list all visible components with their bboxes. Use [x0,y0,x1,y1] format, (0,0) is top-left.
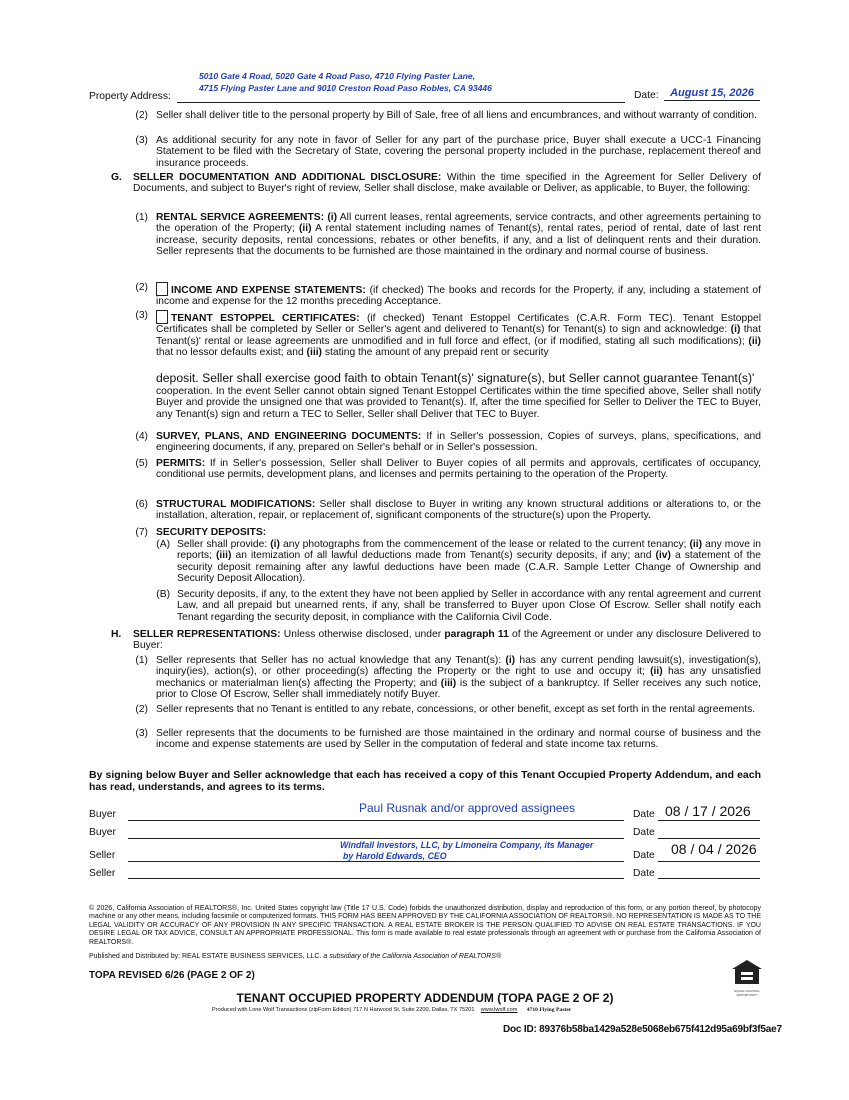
sig3-date-label: Date [633,850,655,861]
g6-body: Seller shall disclose to Buyer in writing any known structural additions or alterations to, or the installation, alteration, repair, or replacement of, significant components of the structure(s) upon the Property. [156,499,761,522]
sig2-date-field[interactable] [658,822,760,839]
sig2-role: Buyer [89,827,116,838]
form-title: TENANT OCCUPIED PROPERTY ADDENDUM (TOPA PAGE 2 OF 2) [236,991,614,1005]
g-intro [133,172,761,195]
g7a-mark-iii: (iii) [211,550,232,562]
h1-mark-ii: (ii) [644,666,663,678]
h1-mark-i: (i) [501,655,516,666]
sig3-date: 08 / 04 / 2026 [671,841,757,857]
h2-num: (2) [135,704,148,715]
h-letter: H. [111,629,122,640]
published-subsidiary: a subsidiary of the California Association of REALTORS® [321,953,502,960]
h-intro-a: Unless otherwise disclosed, under [280,629,442,640]
g1-mark-ii: (ii) [294,223,312,235]
g7-num: (7) [135,527,148,538]
g3-mark-ii: (ii) [744,335,761,347]
sig3-role: Seller [89,850,116,861]
sig3-name: Windfall Investors, LLC, by Limoneira Company, its Manager [340,840,594,850]
g2-body: (if checked) The books and records for the Property, if any, including a statement of income and expense for the 12 months preceding Acceptance. [156,285,761,308]
f-item2-num: (2) [135,110,148,121]
produced-with [212,1007,571,1013]
g7a-text-c: any move in reports; [177,539,761,562]
sig3-name-line2: by Harold Edwards, CEO [343,851,447,861]
g6-title: STRUCTURAL MODIFICATIONS: [156,499,316,510]
produced-text: Produced with Lone Wolf Transactions (zipForm Edition) 717 N Harwood St, Suite 2200, Dallas, TX 75201 [212,1007,475,1013]
sig1-date-label: Date [633,809,655,820]
g5-text [156,458,761,481]
sig2-date-label: Date [633,827,655,838]
g7a-mark-iv: (iv) [651,550,671,562]
g2-num: (2) [135,282,148,293]
g4-title: SURVEY, PLANS, AND ENGINEERING DOCUMENTS: [156,431,422,442]
g1-text-a: All current leases, rental agreements, service contracts, and other agreements pertaining to the operation of the Property; [156,212,761,235]
h-paragraph-ref: paragraph 11 [441,629,509,640]
h2-text: Seller represents that no Tenant is entitled to any rebate, concessions, or other benefit, except as set forth in the rental agreements. [156,704,756,715]
g3-mark-iii: (iii) [303,347,322,359]
form-revision: TOPA REVISED 6/26 (PAGE 2 OF 2) [89,970,255,981]
h-intro-b: of the Agreement or under any disclosure Delivered to Buyer: [133,629,762,652]
g3-mark-i: (i) [727,324,741,336]
g7a-text-d: an itemization of all lawful deductions made from Tenant(s) security deposits, if any; and [231,550,652,562]
g7a-text-a: Seller shall provide: [177,539,268,550]
sig2-line[interactable] [128,822,624,839]
lwolf-link[interactable]: www.lwolf.com [480,1007,518,1013]
sig1-date: 08 / 17 / 2026 [665,803,751,819]
g3-num: (3) [135,310,148,321]
h1-num: (1) [135,655,148,666]
g7a-text-e: a statement of the security deposit remaining after any lawful deductions have been made (C.A.R. Sample Letter Change of Ownership and Security Deposit Allocation). [177,550,761,585]
g3-text-end: cooperation. In the event Seller cannot obtain signed Tenant Estoppel Certificates within the time specified above, Seller shall notify Buyer and provide the unsigned one that was provided to Tenant(s). If, after the time specified for Seller to Deliver the TEC to Buyer, any Tenant(s) sign and return a TEC to Seller, Seller shall Deliver that TEC to Buyer. [156,386,761,420]
h3-num: (3) [135,728,148,739]
published-text: Published and Distributed by: REAL ESTATE BUSINESS SERVICES, LLC. [89,953,322,960]
sig4-date-label: Date [633,868,655,879]
g7b-num: (B) [156,589,170,600]
h-intro [133,629,761,652]
acknowledgement: By signing below Buyer and Seller acknowledge that each has received a copy of this Tenant Occupied Property Addendum, and each has read, understands, and agrees to its terms. [89,769,761,794]
sig4-role: Seller [89,868,116,879]
g3-title: TENANT ESTOPPEL CERTIFICATES: [171,313,360,324]
g5-title: PERMITS: [156,458,206,469]
g5-body: If in Seller's possession, Seller shall Deliver to Buyer copies of all permits and approvals, certificates of occupancy, conditional use permits, development plans, and licenses and permits pertaining to the operation of the Property. [156,458,761,481]
g7a-num: (A) [156,539,170,550]
g-letter: G. [111,172,122,183]
g3-checkbox[interactable] [156,310,168,324]
property-address-field[interactable] [177,101,625,103]
g3-text-d: stating the amount of any prepaid rent or security [322,347,549,359]
sig4-date-field[interactable] [658,862,760,879]
f-item2-text: Seller shall deliver title to the personal property by Bill of Sale, free of all liens and encumbrances, and without warranty of condition. [156,110,757,121]
h-title: SELLER REPRESENTATIONS: [133,629,281,640]
property-address-label: Property Address: [89,91,171,102]
g5-num: (5) [135,458,148,469]
equal-housing-label: EQUAL HOUSING OPPORTUNITY [734,989,760,997]
h1-mark-iii: (iii) [437,677,457,689]
f-item3-text: As additional security for any note in favor of Seller for any part of the purchase price, Buyer shall execute a UCC-1 Financing Statement to be filed with the Secretary of State, covering the personal property included in the purchase, replacement thereof and insurance proceeds. [156,135,761,169]
f-item3-num: (3) [135,135,148,146]
g3-text [156,310,761,359]
sig1-name: Paul Rusnak and/or approved assignees [359,801,576,815]
g2-checkbox[interactable] [156,282,168,296]
g-title: SELLER DOCUMENTATION AND ADDITIONAL DISCLOSURE: [133,172,442,183]
g4-body: If in Seller's possession, Copies of surveys, plans, specifications, and engineering documents, if any, prepared on Seller's behalf or in Seller's possession. [156,431,761,454]
sig4-line[interactable] [128,862,624,879]
g3-text-c: that no lessor defaults exist; and [156,347,304,359]
h1-text-c: has any unsatisfied mechanics or materialman lien(s) affecting the Property; and [156,666,761,689]
equal-housing-icon [730,958,764,986]
g7b-text: Security deposits, if any, to the extent they have not been applied by Seller in accordance with any rental agreement and current Law, and all prepaid but unearned rents, if any, shall be transferred to Buyer upon Close Of Escrow. Seller shall notify each Tenant regarding the security deposit, in compliance with the California Civil Code. [177,589,761,623]
file-reference: 4710 Flying Paster [526,1007,572,1013]
g3-text-b: that Tenant(s)' rental or lease agreements are unmodified and in full force and effect, (or if modified, stating all such modifications); [156,324,761,347]
copyright-notice: © 2026, California Association of REALTORS®, Inc. United States copyright law (Title 17 U.S. Code) forbids the unauthorized distribution, display and reproduction of this form, or any portion thereof, by photocopy machine or any other means, including facsimile or computerized formats. THIS FORM HAS BEEN APPROVED BY THE CALIFORNIA ASSOCIATION OF REALTORS®. NO REPRESENTATION IS MADE AS TO THE LEGAL VALIDITY OR ACCURACY OF ANY PROVISION IN ANY SPECIFIC TRANSACTION. A REAL ESTATE BROKER IS THE PERSON QUALIFIED TO ADVISE ON REAL ESTATE TRANSACTIONS. IF YOU DESIRE LEGAL OR TAX ADVICE, CONSULT AN APPROPRIATE PROFESSIONAL. This form is made available to real estate professionals through an agreement with or purchase from the California Association of REALTORS®. [89,905,761,946]
g7a-text-b: any photographs from the commencement of the lease or related to the current tenancy; [279,539,687,550]
h1-text-d: is the subject of a bankruptcy. If Seller receives any such notice, prior to Close Of Escrow, Seller shall immediately notify Buyer. [156,677,761,701]
g1-text-b: A rental statement including names of Tenant(s), rental rates, period of rental, date of last rent increase, security deposits, rental concessions, rebates or other benefits, if any, and a list of delinquent rents and their duration. Seller represents that the documents to be furnished are those maintained in the ordinary and normal course of business. [156,223,761,258]
g1-text [156,212,761,258]
sig1-role: Buyer [89,809,116,820]
g6-num: (6) [135,499,148,510]
header-date-field[interactable] [664,87,760,101]
doc-id: Doc ID: 89376b58ba1429a528e5068eb675f412d95a69bf3f5ae7 [503,1024,782,1035]
g3-text-large: deposit. Seller shall exercise good faith to obtain Tenant(s)' signature(s), but Seller cannot guarantee Tenant(s)' [156,371,755,385]
g7a-text [177,539,761,585]
g4-num: (4) [135,431,148,442]
g1-num: (1) [135,212,148,223]
g7-title: SECURITY DEPOSITS: [156,527,267,538]
h3-text: Seller represents that the documents to be furnished are those maintained in the ordinary and normal course of business and the income and expense statements are used by Seller in the computation of federal and state income tax returns. [156,728,761,751]
g4-text [156,431,761,454]
g1-title: RENTAL SERVICE AGREEMENTS: [156,212,325,223]
g7a-mark-i: (i) [267,539,280,550]
g7a-mark-ii: (ii) [686,539,703,550]
g-intro-text: Within the time specified in the Agreement for Seller Delivery of Documents, and subject to Buyer's right of review, Seller shall disclose, make available or Deliver, as applicable, to Buyer, the following: [133,172,761,195]
published-by [89,953,689,961]
h1-text-a: Seller represents that Seller has no actual knowledge that any Tenant(s): [156,655,502,666]
header-date-value: August 15, 2026 [670,87,754,99]
h1-text-b: has any current pending lawsuit(s), investigation(s), inquiry(ies), action(s), or other proceeding(s) affecting the Property or the right to use and occupy it; [156,655,761,678]
g6-text [156,499,761,522]
property-address-line2: 4715 Flying Paster Lane and 9010 Creston Road Paso Robles, CA 93446 [199,83,492,93]
h1-text [156,655,761,701]
g2-title: INCOME AND EXPENSE STATEMENTS: [171,285,366,296]
property-address-line1: 5010 Gate 4 Road, 5020 Gate 4 Road Paso, 4710 Flying Paster Lane, [199,71,476,81]
header-date-label: Date: [634,90,659,101]
g1-mark-i: (i) [324,212,338,223]
g2-text [156,282,761,308]
g3-text-a: (if checked) Tenant Estoppel Certificates (C.A.R. Form TEC). Tenant Estoppel Certificates shall be completed by Seller or Seller's agent and delivered to Tenant(s) for Tenant(s) to sign and acknowledge: [156,313,761,336]
